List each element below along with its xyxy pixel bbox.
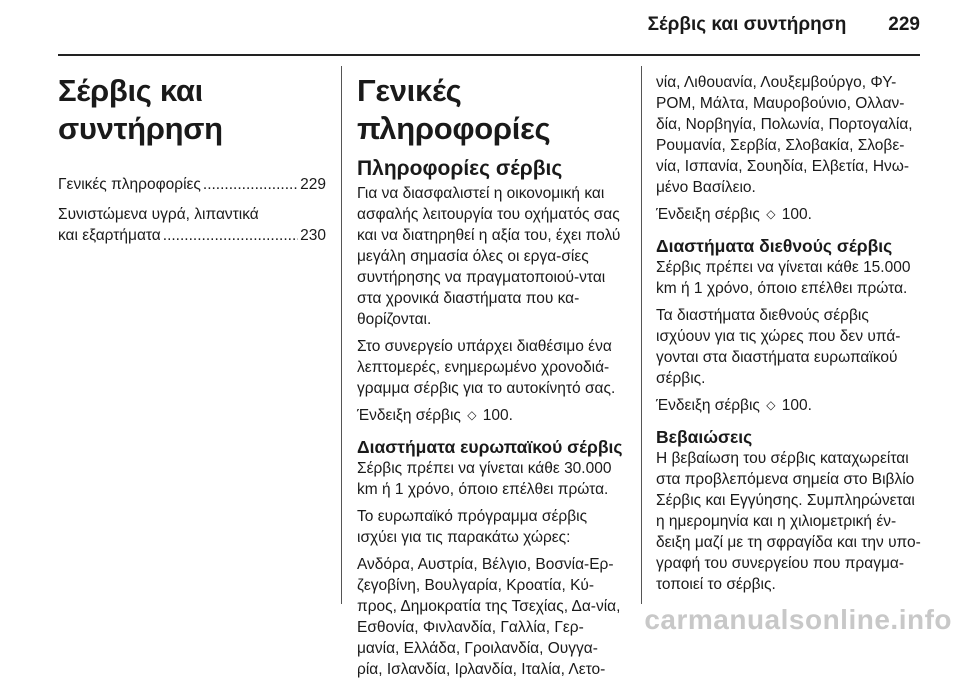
toc-label: Γενικές πληροφορίες <box>58 176 201 193</box>
watermark: carmanualsonline.info <box>644 604 952 635</box>
toc-leader <box>203 174 298 195</box>
subsection-heading: Πληροφορίες σέρβις <box>357 157 563 180</box>
cross-reference[interactable]: Ένδειξη σέρβις ◇ 100. <box>656 397 812 414</box>
paragraph: Για να διασφαλιστεί η οικονομική και ασφαλής λειτουργία του οχήματός σας και να διατηρηθεί η αξία του, έχει πολύ μεγάλη σημασία όλες οι εργα-σίες συντήρησης να πραγματοποιού-νται στα χρονικά διαστήματα που κα-θορίζονται. <box>357 185 621 328</box>
reference-arrow-icon: ◇ <box>766 398 776 412</box>
eu-service-heading: Διαστήματα ευρωπαϊκού σέρβις <box>357 437 623 457</box>
section-heading: Γενικές πληροφορίες <box>357 73 551 146</box>
paragraph: Τα διαστήματα διεθνούς σέρβις ισχύουν για τις χώρες που δεν υπά-γονται στα διαστήματα ευρωπαϊκού σέρβις. <box>656 307 901 387</box>
cross-reference[interactable]: Ένδειξη σέρβις ◇ 100. <box>357 407 513 424</box>
paragraph: Η βεβαίωση του σέρβις καταχωρείται στα προβλεπόμενα σημεία στο Βιβλίο Σέρβις και Εγγύησης. Συμπληρώνεται η ημερομηνία και η χιλιομετρική έν-δειξη μαζί με τη σφραγίδα και την υπο-γραφή του συνεργείου που πραγμα-τοποιεί το σέρβις. <box>656 450 921 593</box>
toc-page: 230 <box>300 227 326 244</box>
cross-reference[interactable]: Ένδειξη σέρβις ◇ 100. <box>656 206 812 223</box>
toc-entry-general[interactable] <box>58 174 326 195</box>
intl-service-heading: Διαστήματα διεθνούς σέρβις <box>656 236 893 256</box>
toc-page: 229 <box>300 176 326 193</box>
paragraph: Σέρβις πρέπει να γίνεται κάθε 15.000 km ή 1 χρόνο, όποιο επέλθει πρώτα. <box>656 259 911 297</box>
chapter-toc <box>58 72 326 255</box>
column-divider-1 <box>341 66 342 604</box>
toc-entry-fluids[interactable] <box>58 204 326 246</box>
toc-label: και εξαρτήματα <box>58 227 161 244</box>
running-header <box>0 14 920 36</box>
header-rule <box>58 54 920 56</box>
paragraph: Σέρβις πρέπει να γίνεται κάθε 30.000 km ή 1 χρόνο, όποιο επέλθει πρώτα. <box>357 460 612 498</box>
paragraph: Το ευρωπαϊκό πρόγραμμα σέρβις ισχύει για τις παρακάτω χώρες: <box>357 508 588 546</box>
confirmations-heading: Βεβαιώσεις <box>656 427 753 447</box>
country-list-continued: νία, Λιθουανία, Λουξεμβούργο, ΦΥ-ΡΟΜ, Μάλτα, Μαυροβούνιο, Ολλαν-δία, Νορβηγία, Πολωνία, Πορτογαλία, Ρουμανία, Σερβία, Σλοβακία, Σλοβε-νία, Ισπανία, Σουηδία, Ελβετία, Ηνω-μένο Βασίλειο. <box>656 74 913 196</box>
reference-arrow-icon: ◇ <box>766 207 776 221</box>
page-number: 229 <box>888 14 920 35</box>
content-column-2 <box>357 72 623 686</box>
chapter-title: Σέρβις και συντήρηση <box>58 73 223 146</box>
toc-leader <box>163 225 298 246</box>
content-column-3 <box>656 72 924 601</box>
toc-label-line1: Συνιστώμενα υγρά, λιπαντικά <box>58 206 259 223</box>
country-list: Ανδόρα, Αυστρία, Βέλγιο, Βοσνία-Ερ-ζεγοβίνη, Βουλγαρία, Κροατία, Κύ-προς, Δημοκρατία της Τσεχίας, Δα-νία, Εσθονία, Φινλανδία, Γαλλία, Γερ-μανία, Ελλάδα, Γροιλανδία, Ουγγα-ρία, Ισλανδία, Ιρλανδία, Ιταλία, Λετο- <box>357 556 621 678</box>
column-divider-2 <box>641 66 642 604</box>
reference-arrow-icon: ◇ <box>467 408 477 422</box>
paragraph: Στο συνεργείο υπάρχει διαθέσιμο ένα λεπτομερές, ενημερωμένο χρονοδιά-γραμμα σέρβις για το αυτοκίνητό σας. <box>357 338 616 397</box>
header-title: Σέρβις και συντήρηση <box>647 14 847 35</box>
